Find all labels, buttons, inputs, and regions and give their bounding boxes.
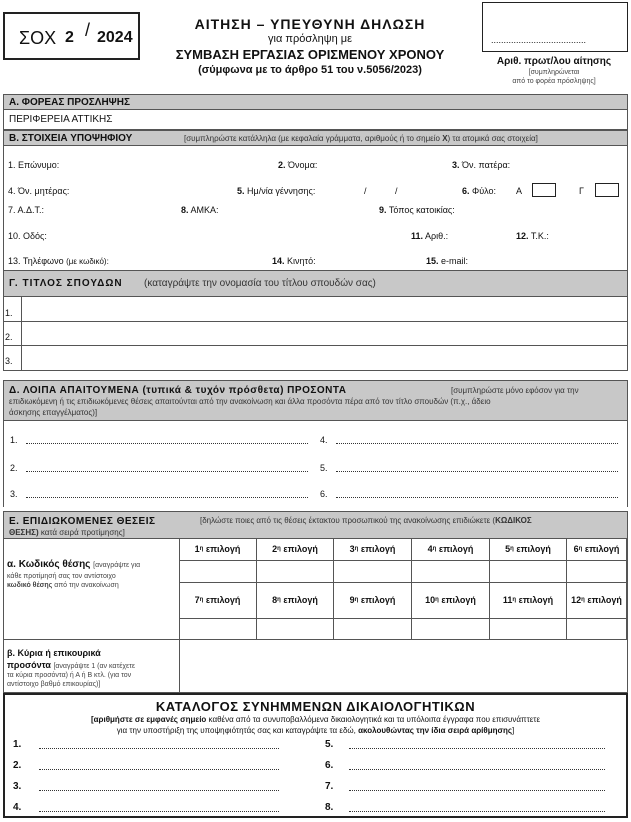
degree-row-number: 1.	[5, 308, 13, 318]
row-b-divider	[179, 640, 180, 692]
qual-item-number: 6.	[320, 489, 328, 499]
field-label: ΑΜΚΑ:	[190, 205, 219, 215]
degree-row-1[interactable]	[4, 297, 627, 322]
catalog-note-2-end: ]	[512, 726, 515, 735]
field-street[interactable]	[8, 231, 47, 241]
choice-sup: η	[277, 597, 281, 603]
sox-number: 2	[65, 29, 74, 46]
catalog-note-1-bold: [αριθμήστε σε εμφανές σημείο	[90, 715, 207, 724]
catalog-item-line[interactable]	[39, 748, 279, 749]
field-label: Τόπος κατοικίας:	[388, 205, 455, 215]
catalog-note-2-text: για την υποστήριξη της υποψηφιότητάς σας και καταγράψτε τα εδώ,	[116, 726, 359, 735]
choice-header-7	[179, 583, 257, 619]
protocol-dots: ......................................	[491, 35, 587, 45]
catalog-item-number: 6.	[325, 760, 334, 771]
qual-item-number: 4.	[320, 435, 328, 445]
catalog-item-number: 3.	[13, 781, 22, 792]
choice-number: 9	[349, 595, 355, 605]
field-number: 7.	[8, 205, 16, 215]
choice-text: επιλογή	[438, 595, 476, 605]
position-code-cell-3[interactable]	[334, 561, 412, 583]
choice-header-11	[490, 583, 567, 619]
field-number: 11.	[411, 231, 424, 241]
catalog-item-line[interactable]	[349, 748, 605, 749]
gender-male-checkbox[interactable]	[532, 183, 556, 197]
field-number: 12.	[516, 231, 529, 241]
section-g-header	[3, 270, 628, 297]
qual-line-1[interactable]	[26, 443, 308, 444]
qual-item-number: 5.	[320, 463, 328, 473]
choice-header-2	[257, 539, 334, 561]
protocol-box	[482, 2, 628, 52]
choice-sup: η	[354, 546, 359, 552]
choice-sup: η	[581, 597, 585, 603]
choice-text: επιλογή	[582, 544, 620, 554]
section-e-title: Ε. ΕΠΙΔΙΩΚΟΜΕΝΕΣ ΘΕΣΕΙΣ	[9, 516, 156, 527]
protocol-note-1: [συμπληρώνεται	[528, 69, 580, 76]
section-b-note-post: ) τα ατομικά σας στοιχεία]	[447, 134, 538, 143]
position-code-cell-4[interactable]	[412, 561, 490, 583]
protocol-note-2: από το φορέα πρόσληψης]	[512, 78, 596, 85]
choice-header-8	[257, 583, 334, 619]
field-father-name[interactable]	[452, 160, 510, 170]
catalog-item-number: 2.	[13, 760, 22, 771]
field-label: Ημ/νία γέννησης:	[247, 186, 316, 196]
choice-text: επιλογή	[584, 595, 622, 605]
qual-item-number: 3.	[10, 489, 18, 499]
catalog-note-2-bold: ακολουθώντας την ίδια σειρά αρίθμησης	[358, 726, 513, 735]
catalog-item-number: 7.	[325, 781, 334, 792]
field-street-number[interactable]	[411, 231, 448, 241]
field-label: Φύλο:	[472, 186, 497, 196]
choice-sup: η	[432, 546, 437, 552]
catalog-item-number: 8.	[325, 802, 334, 813]
choice-text: επιλογή	[280, 595, 318, 605]
field-label: e-mail:	[441, 256, 469, 266]
field-residence[interactable]	[379, 205, 455, 215]
degree-row-number: 3.	[5, 356, 13, 366]
row-b	[3, 640, 628, 693]
field-number: 9.	[379, 205, 387, 215]
position-code-cell-7[interactable]	[179, 619, 257, 639]
section-d-title: Δ. ΛΟΙΠΑ ΑΠΑΙΤΟΥΜΕΝΑ (τυπικά & τυχόν πρόσθετα) ΠΡΟΣΟΝΤΑ	[9, 385, 347, 396]
field-number: 8.	[181, 205, 189, 215]
section-b-note-x: X	[442, 134, 448, 143]
section-b-note	[184, 134, 538, 143]
row-b-title-2: προσόντα	[7, 660, 51, 670]
row-a-note-2: κάθε προτίμησή σας τον αντίστοιχο	[7, 573, 116, 580]
sox-year: 2024	[97, 29, 133, 46]
catalog-item-line[interactable]	[349, 811, 605, 812]
qual-line-3[interactable]	[26, 497, 308, 498]
choice-text: επιλογή	[358, 595, 396, 605]
contract-type: ΣΥΜΒΑΣΗ ΕΡΓΑΣΙΑΣ ΟΡΙΣΜΕΝΟΥ ΧΡΟΝΟΥ	[175, 47, 445, 62]
field-number: 2.	[278, 160, 286, 170]
field-label: Α.Δ.Τ.:	[17, 205, 45, 215]
choice-header-12	[567, 583, 627, 619]
row-a-note-3	[7, 582, 119, 589]
choice-number: 5	[505, 544, 511, 554]
field-label: Τηλέφωνο	[22, 256, 64, 266]
section-g-note: (καταγράψτε την ονομασία του τίτλου σπουδών σας)	[144, 278, 376, 289]
field-mother-name[interactable]	[8, 186, 69, 196]
choice-text: επιλογή	[358, 544, 396, 554]
degree-row-divider	[21, 321, 22, 345]
qual-line-4[interactable]	[336, 443, 618, 444]
field-number: 3.	[452, 160, 460, 170]
position-code-cell-1[interactable]	[179, 561, 257, 583]
row-a-label	[4, 539, 180, 639]
form-subtitle: για πρόσληψη με	[268, 33, 352, 45]
degree-table	[3, 297, 628, 371]
catalog-item-number: 1.	[13, 739, 22, 750]
catalog-note-1	[5, 715, 626, 724]
choice-number: 2	[272, 544, 278, 554]
field-number: 14.	[272, 256, 285, 266]
choice-text: επιλογή	[280, 544, 318, 554]
choice-header-4	[412, 539, 490, 561]
row-a-title-text: α. Κωδικός θέσης	[7, 559, 91, 570]
choice-number: 12	[571, 595, 582, 605]
field-number: 1.	[8, 160, 16, 170]
qual-item-number: 1.	[10, 435, 18, 445]
choice-text: επιλογή	[203, 544, 241, 554]
gender-female-label: Γ	[579, 186, 584, 196]
catalog-item-line[interactable]	[349, 790, 605, 791]
choice-sup: η	[435, 597, 439, 603]
choice-header-10	[412, 583, 490, 619]
field-email[interactable]	[426, 256, 468, 266]
section-d-note-1: [συμπληρώστε μόνο εφόσον για την	[451, 386, 579, 395]
choice-number: 6	[573, 544, 579, 554]
row-b-line-2	[7, 660, 135, 670]
field-first-name[interactable]	[278, 160, 317, 170]
field-number: 6.	[462, 186, 470, 196]
section-d-body	[3, 421, 628, 507]
choice-sup: η	[199, 546, 204, 552]
catalog-item-line[interactable]	[39, 769, 279, 770]
choice-number: 4	[427, 544, 433, 554]
row-b-note-2: τα κύρια προσόντα) ή Α ή Β κτλ. (για τον	[7, 672, 132, 679]
section-e-note-code: ΚΩΔΙΚΟΣ	[495, 516, 532, 525]
section-a-title: Α. ΦΟΡΕΑΣ ΠΡΟΣΛΗΨΗΣ	[9, 97, 130, 108]
field-mobile[interactable]	[272, 256, 316, 266]
sox-prefix: ΣΟΧ	[19, 28, 57, 48]
position-code-cell-2[interactable]	[257, 561, 334, 583]
field-label-extra: (με κωδικό):	[66, 257, 109, 266]
choice-sup: η	[277, 546, 281, 552]
field-number: 10.	[8, 231, 21, 241]
row-b-note-3: αντίστοιχο βαθμό επικουρίας)]	[7, 681, 101, 688]
sox-box	[3, 12, 140, 60]
catalog-item-number: 4.	[13, 802, 22, 813]
catalog-box	[3, 693, 628, 818]
degree-row-divider	[21, 297, 22, 321]
degree-row-2[interactable]	[4, 321, 627, 346]
field-label: Κινητό:	[287, 256, 316, 266]
section-e-note-pre: [δηλώστε ποιες από τις θέσεις έκτακτου προσωπικού της ανακοίνωσης επιδιώκετε (	[200, 516, 496, 525]
section-e-note-code2: ΘΕΣΗΣ)	[9, 528, 39, 537]
field-postal-code[interactable]	[516, 231, 549, 241]
section-b-note-pre: [συμπληρώστε κατάλληλα (με κεφαλαία γράμματα, αριθμούς ή το σημείο	[184, 134, 443, 143]
choice-text: επιλογή	[513, 544, 551, 554]
section-e-note-post: κατά σειρά προτίμησης]	[40, 528, 125, 537]
field-phone[interactable]	[8, 256, 109, 266]
section-e-header	[3, 511, 628, 539]
field-label: Όν. πατέρα:	[462, 160, 511, 170]
field-surname[interactable]	[8, 160, 59, 170]
section-b-title: Β. ΣΤΟΙΧΕΙΑ ΥΠΟΨΗΦΙΟΥ	[9, 133, 133, 144]
degree-row-number: 2.	[5, 332, 13, 342]
position-code-cell-9[interactable]	[334, 619, 412, 639]
catalog-item-line[interactable]	[349, 769, 605, 770]
choice-sup: η	[512, 597, 517, 603]
position-code-cell-6[interactable]	[567, 561, 627, 583]
section-g-title: Γ. ΤΙΤΛΟΣ ΣΠΟΥΔΩΝ	[9, 278, 123, 289]
position-code-cell-5[interactable]	[490, 561, 567, 583]
positions-table	[3, 539, 628, 640]
section-e-note	[200, 516, 532, 525]
section-d-note-2: επιδιωκόμενη ή τις επιδιωκόμενες θέσεις απαιτούνται από την ανακοίνωση και άλλα προσόντα πέρα από τον τίτλο σπουδών (π.χ., άδειο	[9, 397, 491, 406]
choice-number: 7	[194, 595, 200, 605]
catalog-title: ΚΑΤΑΛΟΓΟΣ ΣΥΝΗΜΜΕΝΩΝ ΔΙΚΑΙΟΛΟΓΗΤΙΚΩΝ	[155, 699, 476, 714]
qual-line-5[interactable]	[336, 471, 618, 472]
catalog-item-number: 5.	[325, 739, 334, 750]
catalog-item-line[interactable]	[39, 811, 279, 812]
choice-sup: η	[354, 597, 359, 603]
field-id-card[interactable]	[8, 205, 44, 215]
field-number: 13.	[8, 256, 21, 266]
choice-number: 10	[425, 595, 436, 605]
birth-date-slash-1: /	[364, 186, 367, 196]
section-d-header	[3, 380, 628, 421]
choice-header-3	[334, 539, 412, 561]
choice-text: επιλογή	[436, 544, 474, 554]
section-e-note-line-2	[9, 528, 125, 537]
section-a-header	[3, 94, 628, 110]
sox-slash: /	[85, 20, 91, 40]
protocol-label: Αριθ. πρωτ/λου αίτησης	[496, 56, 612, 67]
section-a-value-row	[3, 110, 628, 130]
choice-header-1	[179, 539, 257, 561]
field-label: Αριθ.:	[425, 231, 449, 241]
choice-sup: η	[199, 597, 204, 603]
section-d-note-3: άσκησης επαγγέλματος)]	[9, 408, 98, 417]
position-code-cell-10[interactable]	[412, 619, 490, 639]
qual-line-2[interactable]	[26, 471, 308, 472]
field-birth-date[interactable]	[237, 186, 315, 196]
choice-text: επιλογή	[516, 595, 554, 605]
field-gender	[462, 186, 496, 196]
field-number: 15.	[426, 256, 439, 266]
row-b-note-1: [αναγράψτε 1 (αν κατέχετε	[53, 663, 136, 670]
field-label: Οδός:	[23, 231, 47, 241]
birth-date-slash-2: /	[395, 186, 398, 196]
choice-text: επιλογή	[203, 595, 241, 605]
qual-line-6[interactable]	[336, 497, 618, 498]
field-label: Επώνυμο:	[18, 160, 60, 170]
catalog-note-1-text: καθένα από τα συνυποβαλλόμενα δικαιολογητικά και τα υπόλοιπα έγγραφα που επισυνάπτετε	[206, 715, 541, 724]
field-label: Όν. μητέρας:	[18, 186, 70, 196]
degree-row-divider	[21, 345, 22, 370]
row-b-title: β. Κύρια ή επικουρικά	[7, 648, 101, 658]
row-a-bold: κωδικό θέσης	[7, 582, 53, 589]
position-code-cell-11[interactable]	[490, 619, 567, 639]
gender-female-checkbox[interactable]	[595, 183, 619, 197]
field-label: Όνομα:	[288, 160, 318, 170]
form-title: ΑΙΤΗΣΗ – ΥΠΕΥΘΥΝΗ ΔΗΛΩΣΗ	[194, 16, 426, 32]
gender-male-label: Α	[516, 186, 523, 196]
field-amka[interactable]	[181, 205, 219, 215]
choice-number: 3	[349, 544, 355, 554]
choice-number: 11	[502, 595, 513, 605]
position-code-cell-12[interactable]	[567, 619, 627, 639]
qual-item-number: 2.	[10, 463, 18, 473]
position-code-cell-8[interactable]	[257, 619, 334, 639]
choice-header-5	[490, 539, 567, 561]
employer-name: ΠΕΡΙΦΕΡΕΙΑ ΑΤΤΙΚΗΣ	[9, 114, 113, 125]
choice-number: 1	[194, 544, 200, 554]
field-number: 5.	[237, 186, 245, 196]
field-number: 4.	[8, 186, 16, 196]
degree-row-3[interactable]	[4, 345, 627, 369]
field-label: Τ.Κ.:	[530, 231, 549, 241]
row-a-note-1: [αναγράψτε για	[93, 562, 141, 569]
choice-header-6	[567, 539, 627, 561]
choice-number: 8	[272, 595, 278, 605]
choice-sup: η	[510, 546, 514, 552]
row-a-note-3-text: από την ανακοίνωση	[54, 582, 119, 589]
section-b-header	[3, 130, 628, 146]
catalog-item-line[interactable]	[39, 790, 279, 791]
choice-sup: η	[578, 546, 583, 552]
row-a-title	[7, 559, 140, 570]
choice-header-9	[334, 583, 412, 619]
law-reference: (σύμφωνα με το άρθρο 51 του ν.5056/2023)	[198, 64, 422, 76]
catalog-note-2	[5, 726, 626, 735]
